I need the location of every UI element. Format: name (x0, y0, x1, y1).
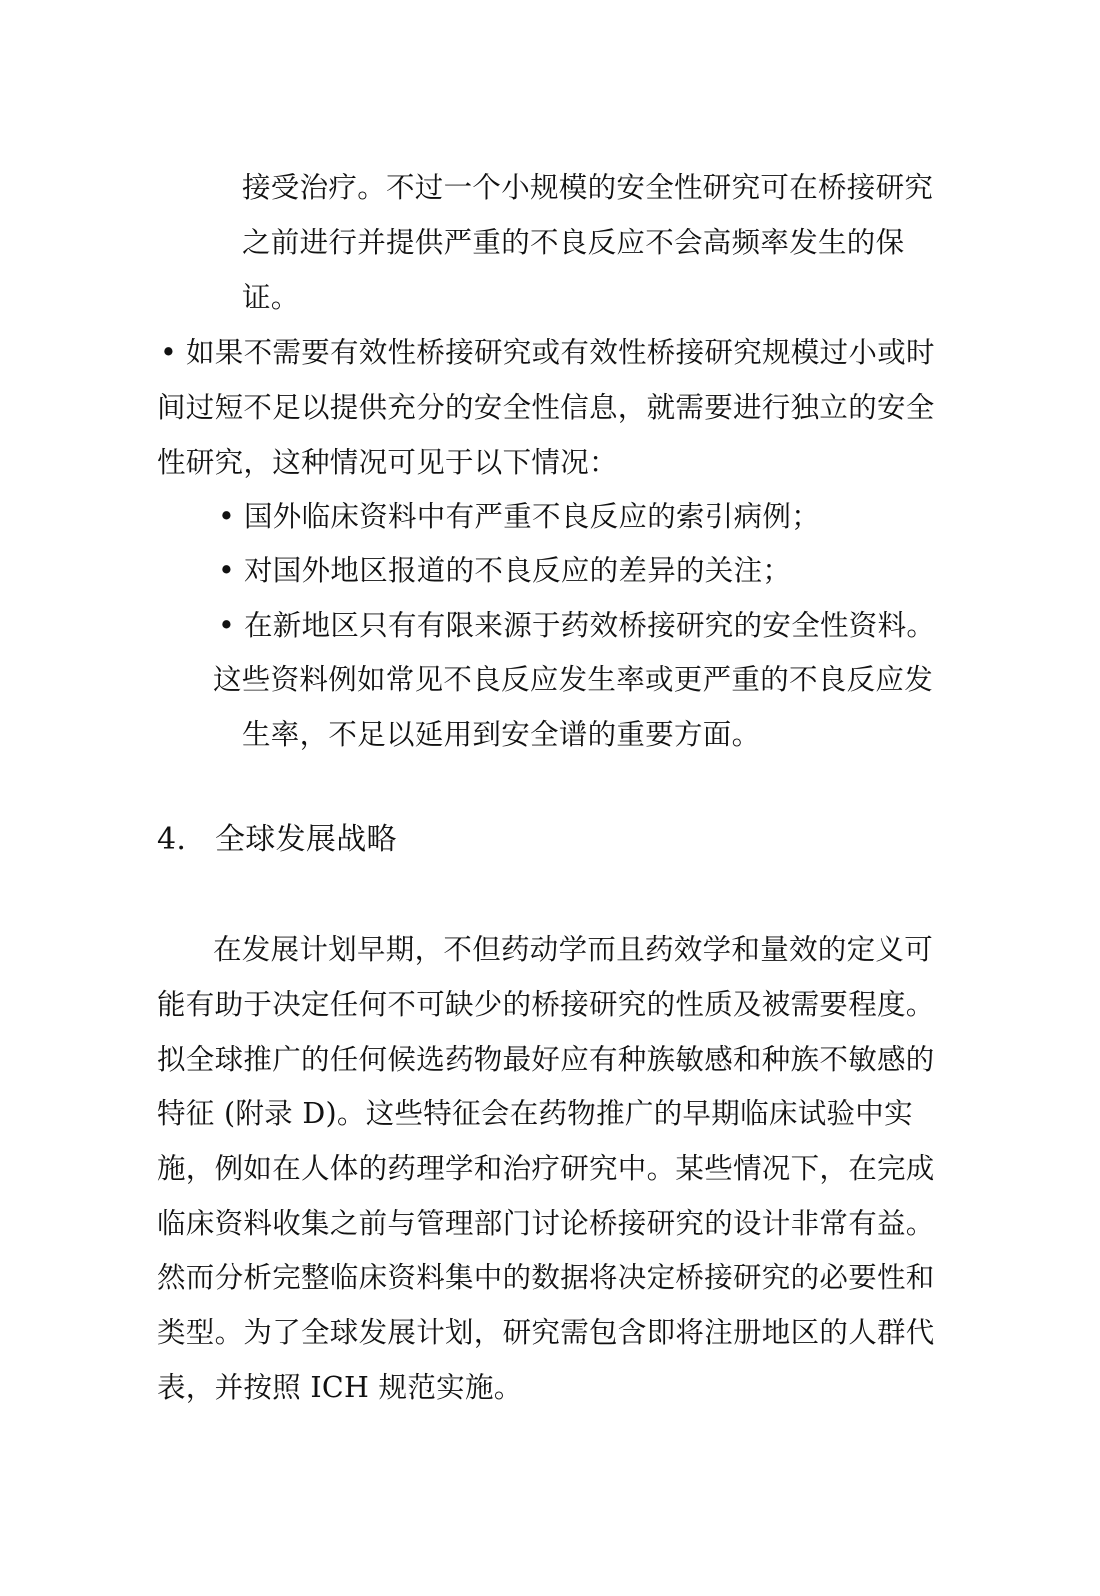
paragraph-line-4: 特征 (附录 D)。这些特征会在药物推广的早期临床试验中实 (157, 1097, 913, 1130)
paragraph-line-9: 表，并按照 ICH 规范实施。 (157, 1371, 523, 1404)
sub-bullet-item (218, 608, 935, 644)
sub-bullet-text: 对国外地区报道的不良反应的差异的关注； (244, 554, 792, 587)
sub-bullet-item (218, 499, 820, 535)
bullet-main-line-3: 性研究，这种情况可见于以下情况： (157, 446, 618, 479)
continuation-line-2: 之前进行并提供严重的不良反应不会高频率发生的保 (242, 226, 905, 259)
sub-bullet-text: 国外临床资料中有严重不良反应的索引病例； (244, 500, 821, 533)
section-title: 全球发展战略 (215, 822, 397, 857)
note-line-1: 这些资料例如常见不良反应发生率或更严重的不良反应发 (213, 663, 934, 696)
bullet-main-text-1: 如果不需要有效性桥接研究或有效性桥接研究规模过小或时 (186, 336, 935, 369)
bullet-main-line-1 (160, 335, 935, 371)
paragraph-line-5: 施，例如在人体的药理学和治疗研究中。某些情况下，在完成 (157, 1152, 935, 1185)
section-heading (157, 822, 397, 858)
sub-bullet-text: 在新地区只有有限来源于药效桥接研究的安全性资料。 (244, 609, 936, 642)
paragraph-line-2: 能有助于决定任何不可缺少的桥接研究的性质及被需要程度。 (157, 988, 935, 1021)
section-number: 4. (157, 822, 187, 857)
paragraph-line-3: 拟全球推广的任何候选药物最好应有种族敏感和种族不敏感的 (157, 1043, 935, 1076)
sub-bullet-item (218, 553, 791, 589)
continuation-line-1: 接受治疗。不过一个小规模的安全性研究可在桥接研究 (242, 171, 934, 204)
bullet-main-marker: • (160, 336, 178, 369)
sub-bullet-marker: • (218, 500, 236, 533)
paragraph-line-1: 在发展计划早期，不但药动学而且药效学和量效的定义可 (213, 933, 934, 966)
bullet-main-line-2: 间过短不足以提供充分的安全性信息，就需要进行独立的安全 (157, 391, 935, 424)
note-line-2: 生率，不足以延用到安全谱的重要方面。 (242, 718, 761, 751)
continuation-line-3: 证。 (242, 281, 300, 314)
paragraph-line-6: 临床资料收集之前与管理部门讨论桥接研究的设计非常有益。 (157, 1207, 935, 1240)
sub-bullet-marker: • (218, 609, 236, 642)
paragraph-line-8: 类型。为了全球发展计划，研究需包含即将注册地区的人群代 (157, 1316, 935, 1349)
sub-bullet-marker: • (218, 554, 236, 587)
paragraph-line-7: 然而分析完整临床资料集中的数据将决定桥接研究的必要性和 (157, 1261, 935, 1294)
